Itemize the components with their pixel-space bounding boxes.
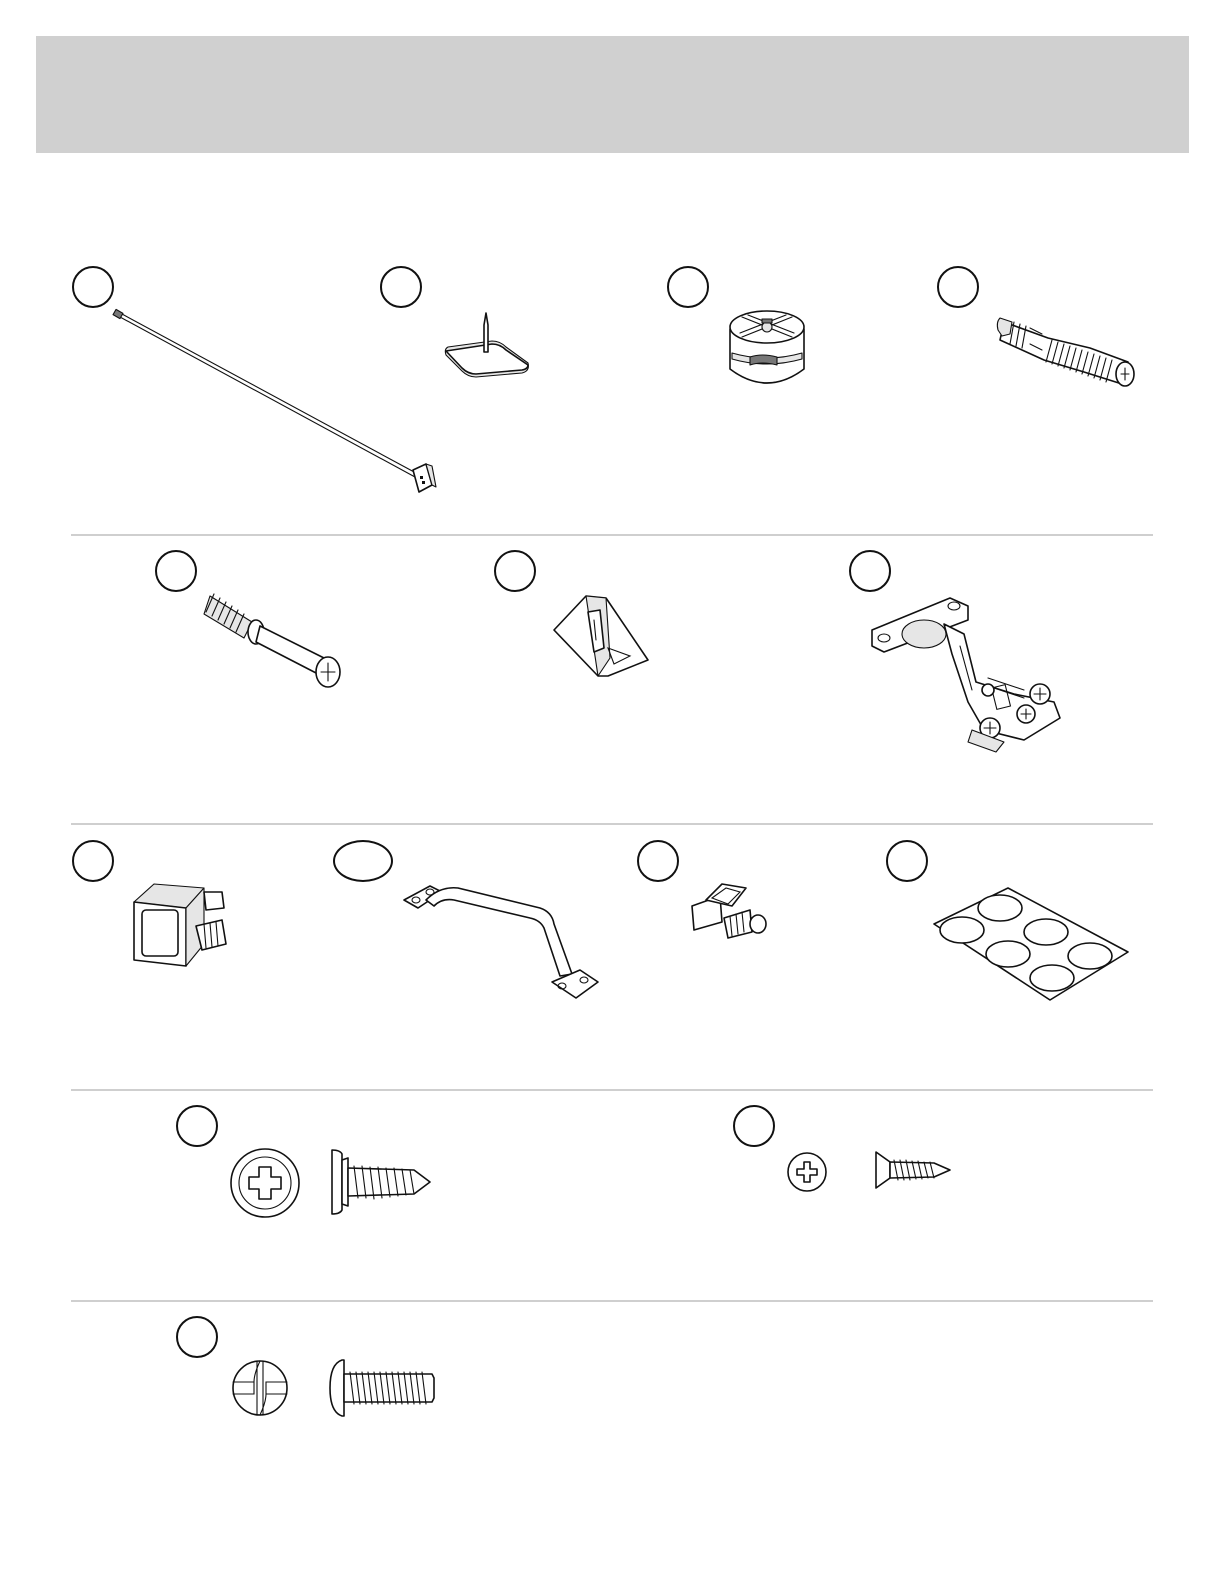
part-label [637,840,679,882]
nail-glide-icon [440,305,540,385]
flat-head-screw-icon [785,1150,829,1194]
corner-bracket-icon [548,590,658,680]
part-label [667,266,709,308]
part-label [886,840,928,882]
flat-head-screw-side-icon [872,1148,957,1192]
bumper-pads-icon [930,882,1135,1007]
cam-lock-icon [722,305,812,390]
part-label [72,840,114,882]
part-label [155,550,197,592]
row-divider [71,1300,1153,1302]
part-label [176,1105,218,1147]
row-divider [71,1089,1153,1091]
connector-block-icon [130,878,240,973]
hinge-icon [864,590,1079,760]
washer-head-screw-side-icon [328,1146,438,1218]
row-divider [71,534,1153,536]
part-label [380,266,422,308]
part-label [72,266,114,308]
part-label [849,550,891,592]
machine-screw-icon [230,1358,290,1418]
shelf-clip-icon [688,878,773,943]
washer-head-screw-icon [228,1146,302,1220]
part-label [333,840,393,882]
cable-icon [110,305,440,500]
header-banner [36,36,1189,153]
part-label [494,550,536,592]
row-divider [71,823,1153,825]
cam-bolt-icon [200,588,350,693]
handle-icon [400,878,605,1013]
part-label [733,1105,775,1147]
part-label [937,266,979,308]
part-label [176,1316,218,1358]
dowel-bolt-icon [990,300,1140,395]
machine-screw-side-icon [328,1356,438,1420]
